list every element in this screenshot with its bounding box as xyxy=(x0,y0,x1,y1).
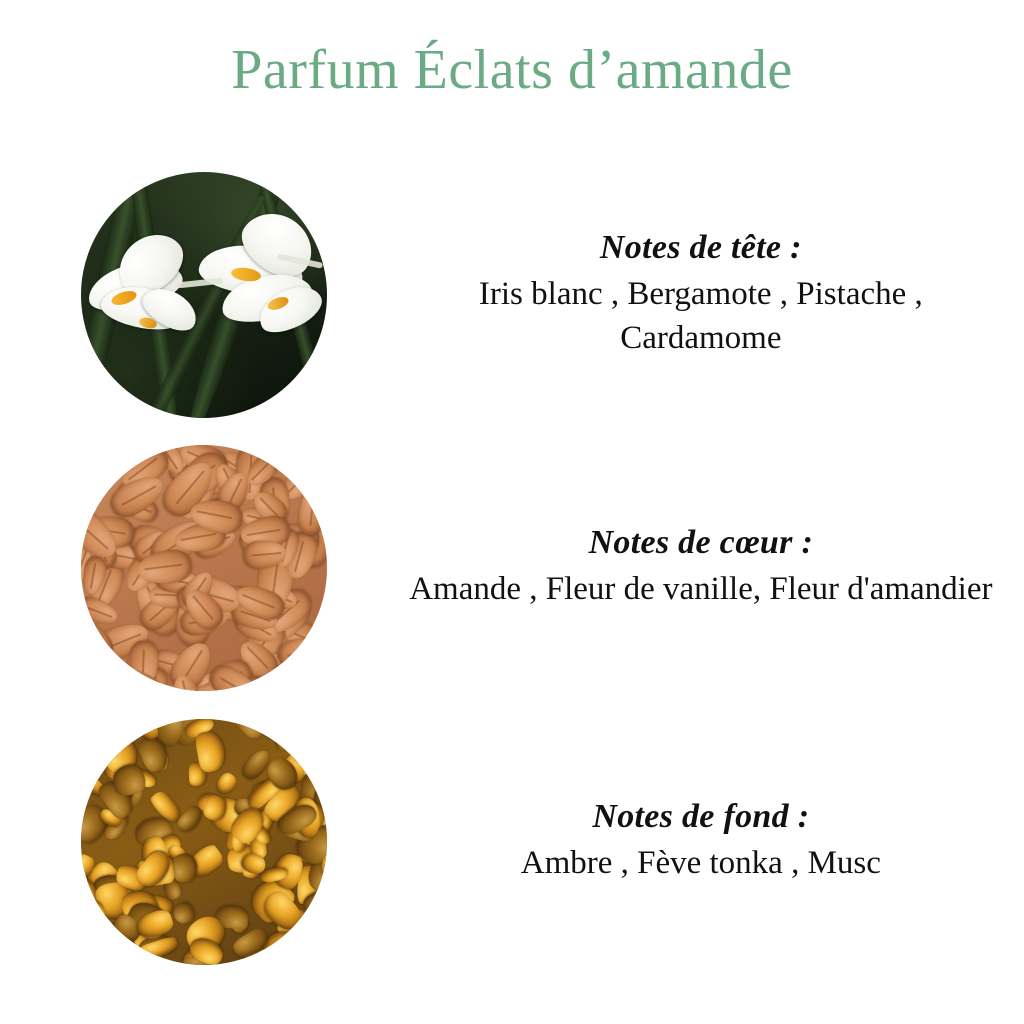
amber-chunk-shape xyxy=(293,737,327,766)
notes-row-base xyxy=(0,717,1024,967)
white-iris-flowers-photo xyxy=(81,172,327,418)
notes-heading: Notes de fond : xyxy=(592,798,810,836)
amber-resin-photo xyxy=(81,719,327,965)
notes-list: Iris blanc , Bergamote , Pistache , Cardamome xyxy=(478,276,923,356)
image-slot-head xyxy=(0,172,408,418)
notes-row-head xyxy=(0,170,1024,420)
image-slot-heart xyxy=(0,445,408,691)
notes-block-base xyxy=(408,798,1024,886)
notes-heading: Notes de tête : xyxy=(599,229,802,267)
almonds-photo xyxy=(81,445,327,691)
amber-chunk-shape xyxy=(213,770,238,796)
almond-shape xyxy=(81,459,115,502)
amber-chunk-shape xyxy=(82,752,101,771)
notes-heading: Notes de cœur : xyxy=(588,524,814,562)
notes-block-heart xyxy=(408,524,1024,612)
notes-block-head xyxy=(408,229,1024,360)
image-slot-base xyxy=(0,719,408,965)
amber-chunk-shape xyxy=(172,854,197,883)
notes-row-heart xyxy=(0,443,1024,693)
notes-list: Ambre , Fève tonka , Musc xyxy=(520,845,881,882)
page-title: Parfum Éclats d’amande xyxy=(231,39,793,101)
notes-list: Amande , Fleur de vanille, Fleur d'amandier xyxy=(409,571,993,608)
